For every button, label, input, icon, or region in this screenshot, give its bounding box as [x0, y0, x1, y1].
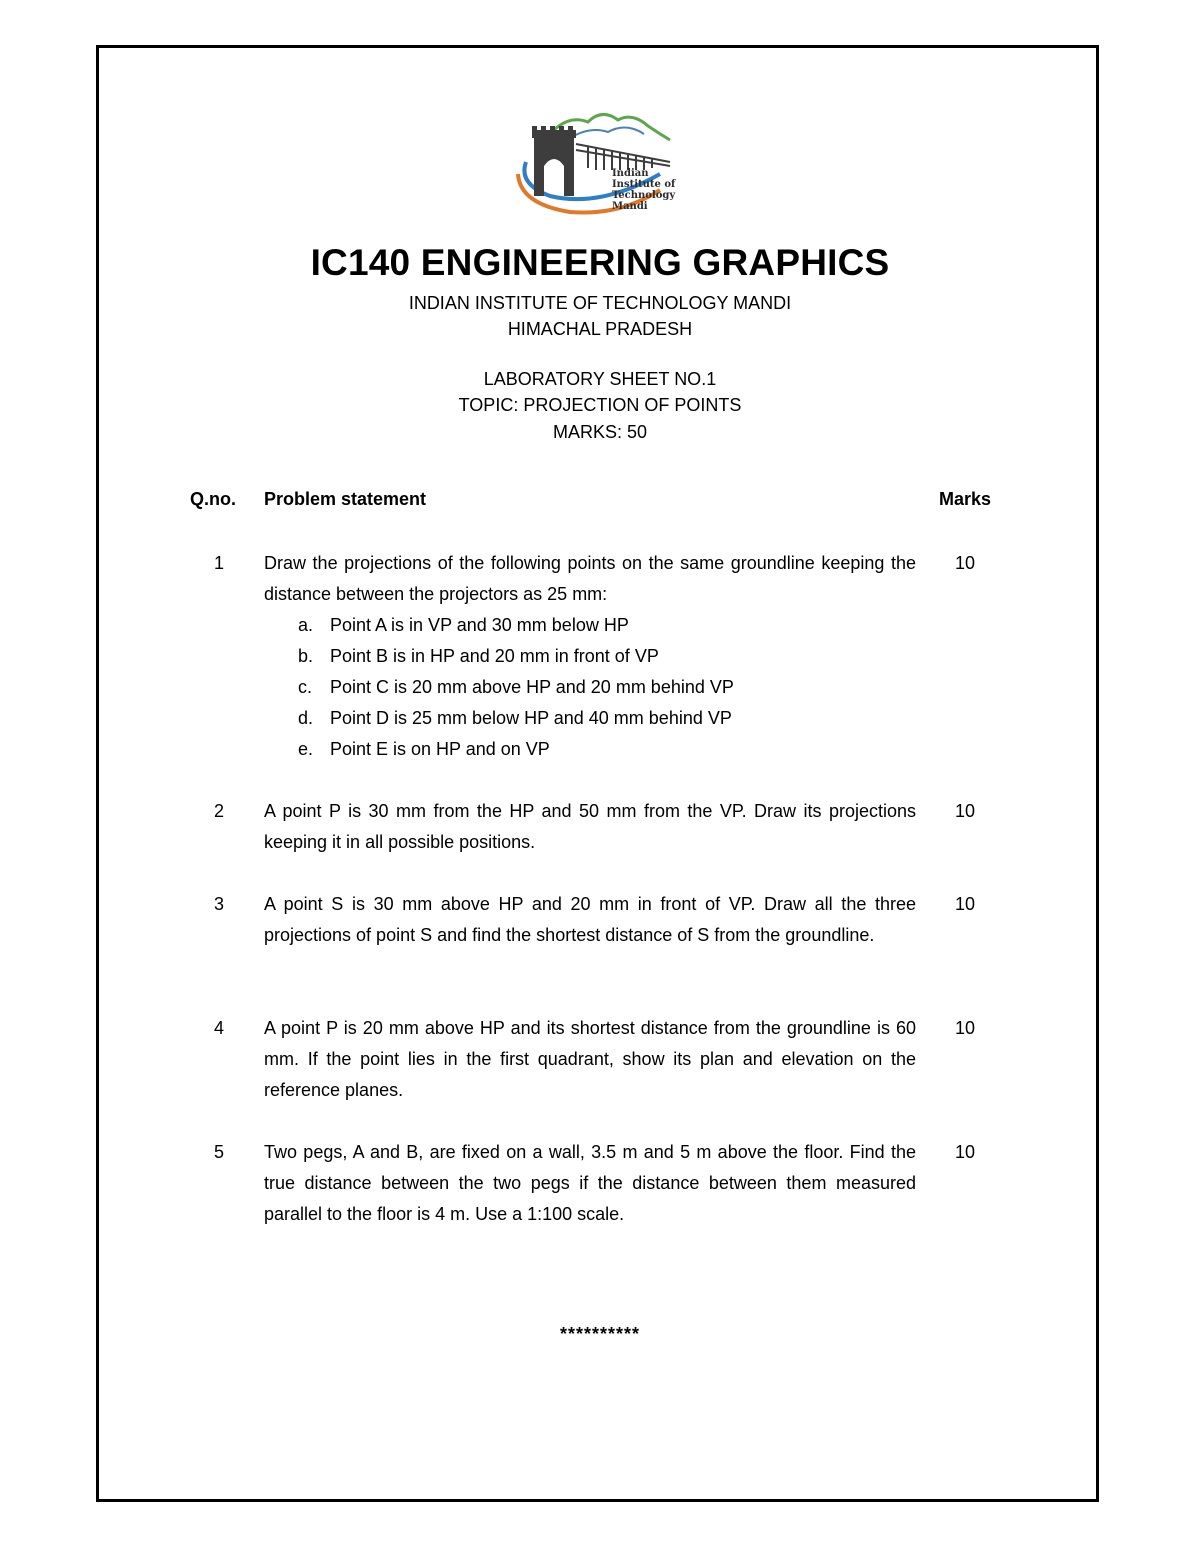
header-marks: Marks	[938, 489, 992, 509]
question-number: 1	[213, 553, 224, 573]
end-marker: **********	[559, 1324, 641, 1344]
list-letter: b.	[298, 646, 314, 666]
list-item	[264, 703, 916, 734]
question-number: 4	[213, 1018, 224, 1038]
total-marks: MARKS: 50	[552, 422, 648, 442]
logo-mountain-blue	[570, 127, 644, 138]
logo-text-line: Mandi	[612, 201, 648, 212]
document-title: IC140 ENGINEERING GRAPHICS	[310, 242, 890, 283]
list-text: Point C is 20 mm above HP and 20 mm behind VP	[330, 677, 734, 697]
question-text: Two pegs, A and B, are fixed on a wall, 3.5 m and 5 m above the floor. Find the true distance between the two pegs if the distance between them measured parallel to the floor is 4 m. Use a 1:100 scale.	[264, 1142, 916, 1224]
list-item	[264, 672, 916, 703]
question-marks: 10	[954, 1142, 976, 1162]
question-number: 3	[213, 894, 224, 914]
question-text: A point S is 30 mm above HP and 20 mm in front of VP. Draw all the three projections of point S and find the shortest distance of S from the groundline.	[264, 894, 916, 945]
logo-text-line: Technology	[612, 190, 676, 201]
list-letter: e.	[298, 739, 314, 759]
list-text: Point E is on HP and on VP	[330, 739, 550, 759]
list-letter: a.	[298, 615, 314, 635]
list-text: Point B is in HP and 20 mm in front of VP	[330, 646, 659, 666]
logo-text	[612, 168, 682, 212]
list-item	[264, 734, 916, 765]
list-text: Point A is in VP and 30 mm below HP	[330, 615, 629, 635]
state-name: HIMACHAL PRADESH	[507, 319, 693, 339]
list-item	[264, 641, 916, 672]
list-letter: d.	[298, 708, 314, 728]
subitem-list	[264, 610, 916, 765]
logo-arch	[532, 126, 576, 196]
question-marks: 10	[954, 1018, 976, 1038]
list-letter: c.	[298, 677, 313, 697]
list-item	[264, 610, 916, 641]
header-statement: Problem statement	[264, 489, 427, 509]
question-number: 5	[213, 1142, 224, 1162]
header-qno: Q.no.	[190, 489, 236, 509]
list-text: Point D is 25 mm below HP and 40 mm behind VP	[330, 708, 732, 728]
question-marks: 10	[954, 894, 976, 914]
question-1	[264, 548, 916, 765]
question-marks: 10	[954, 553, 976, 573]
question-text: A point P is 20 mm above HP and its shortest distance from the groundline is 60 mm. If the point lies in the first quadrant, show its plan and elevation on the reference planes.	[264, 1018, 916, 1100]
topic: TOPIC: PROJECTION OF POINTS	[458, 395, 742, 415]
question-number: 2	[213, 801, 224, 821]
question-text: Draw the projections of the following points on the same groundline keeping the distance between the projectors as 25 mm:	[264, 553, 916, 604]
sheet-number: LABORATORY SHEET NO.1	[483, 369, 717, 389]
question-text: A point P is 30 mm from the HP and 50 mm from the VP. Draw its projections keeping it in all possible positions.	[264, 801, 916, 852]
logo-bridge	[576, 144, 670, 170]
institute-name: INDIAN INSTITUTE OF TECHNOLOGY MANDI	[408, 293, 792, 313]
logo-text-line: Institute of	[612, 179, 676, 190]
logo-text-line: Indian	[612, 168, 649, 179]
question-marks: 10	[954, 801, 976, 821]
